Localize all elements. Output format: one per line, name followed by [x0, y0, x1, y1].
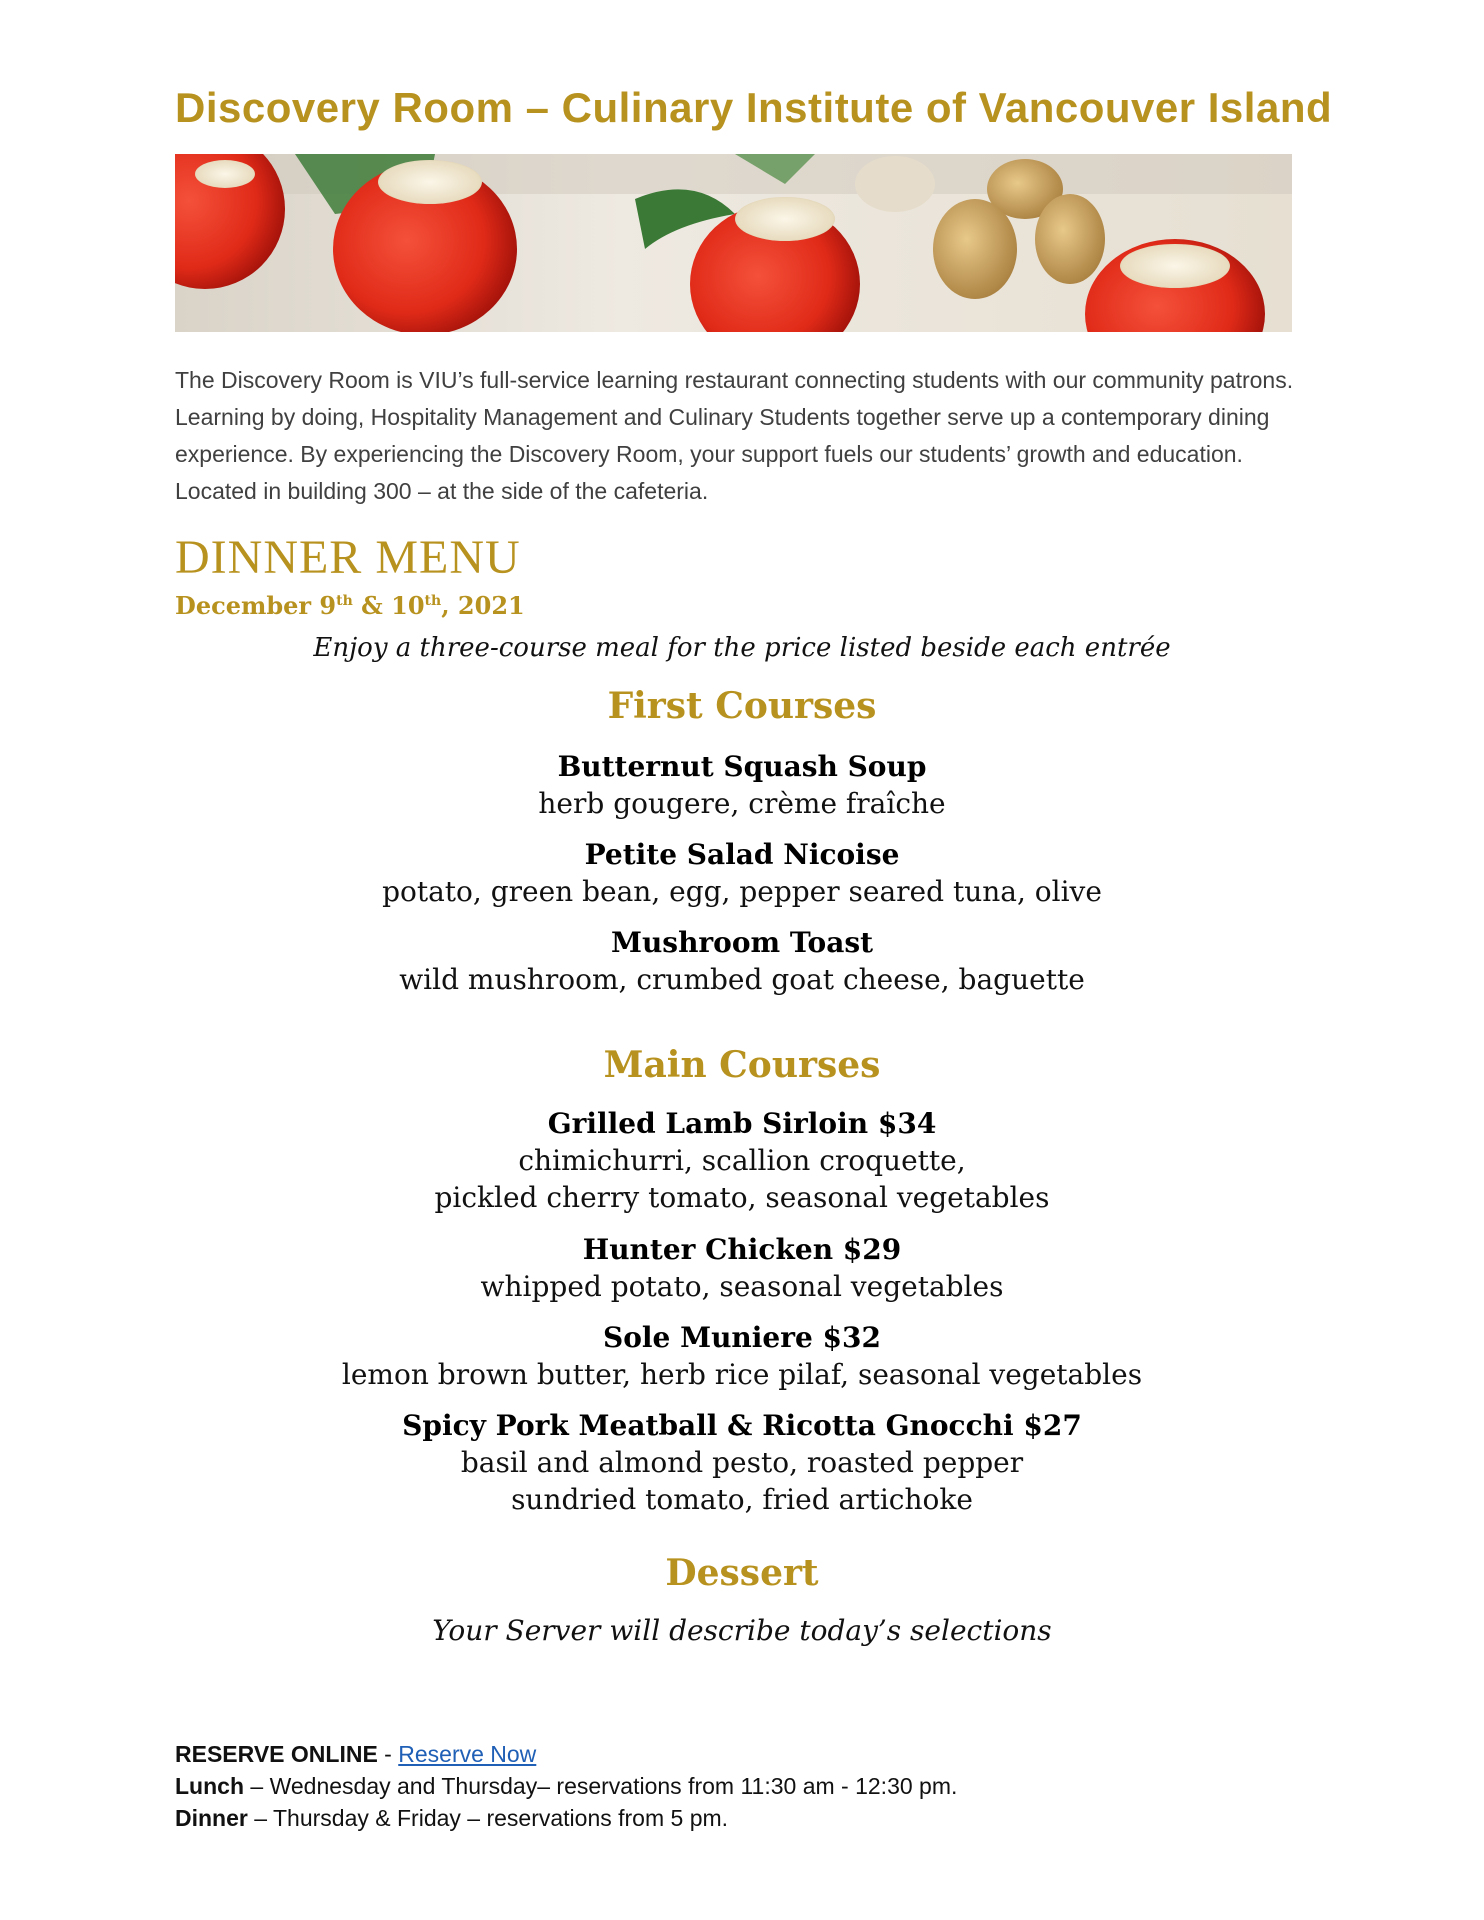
dish-name: Spicy Pork Meatball & Ricotta Gnocchi $27	[402, 1409, 1082, 1442]
reserve-now-link[interactable]: Reserve Now	[398, 1741, 537, 1767]
page-title: Discovery Room – Culinary Institute of Vancouver Island	[175, 84, 1333, 131]
reservation-info	[175, 1738, 957, 1834]
lunch-hours: – Wednesday and Thursday– reservations from 11:30 am - 12:30 pm.	[244, 1773, 958, 1799]
dinner-hours: – Thursday & Friday – reservations from 5 pm.	[247, 1805, 729, 1831]
menu-title: DINNER MENU	[175, 531, 521, 584]
dish-description: whipped potato, seasonal vegetables	[480, 1270, 1004, 1303]
dish-name: Hunter Chicken $29	[582, 1233, 902, 1266]
dish-description: herb gougere, crème fraîche	[538, 787, 946, 820]
intro-paragraph: The Discovery Room is VIU’s full-service learning restaurant connecting students with our community patrons. Learning by doing, Hospitality Management and Culinary Students together serve up a contemporary dining experience. By experiencing the Discovery Room, your support fuels our students’ growth and education. Located in building 300 – at the side of the cafeteria.	[175, 367, 1294, 504]
reserve-label: RESERVE ONLINE	[175, 1741, 378, 1767]
dinner-line	[175, 1802, 957, 1834]
dish-description: potato, green bean, egg, pepper seared tuna, olive	[382, 875, 1102, 908]
dessert-heading: Dessert	[665, 1552, 819, 1594]
dish-description: sundried tomato, fried artichoke	[511, 1483, 973, 1516]
menu-tagline: Enjoy a three-course meal for the price listed beside each entrée	[313, 633, 1171, 663]
dish-description: pickled cherry tomato, seasonal vegetables	[434, 1181, 1050, 1214]
main-courses-heading: Main Courses	[603, 1044, 881, 1086]
dish-description: lemon brown butter, herb rice pilaf, seasonal vegetables	[341, 1358, 1143, 1391]
lunch-label: Lunch	[175, 1773, 244, 1799]
reserve-line	[175, 1738, 957, 1770]
dish-name: Mushroom Toast	[610, 926, 874, 959]
reserve-separator: -	[377, 1741, 399, 1767]
dish-name: Sole Muniere $32	[602, 1321, 882, 1354]
lunch-line	[175, 1770, 957, 1802]
dish-name: Petite Salad Nicoise	[584, 838, 900, 871]
dish-description: wild mushroom, crumbed goat cheese, baguette	[399, 963, 1085, 996]
dessert-note: Your Server will describe today’s selections	[432, 1614, 1052, 1647]
first-courses-heading: First Courses	[607, 685, 877, 727]
dish-description: chimichurri, scallion croquette,	[518, 1144, 966, 1177]
dinner-label: Dinner	[175, 1805, 248, 1831]
dish-name: Grilled Lamb Sirloin $34	[547, 1107, 937, 1140]
dish-description: basil and almond pesto, roasted pepper	[460, 1446, 1024, 1479]
dish-name: Butternut Squash Soup	[557, 750, 927, 783]
banner-image	[175, 154, 1292, 332]
menu-date: December 9th & 10th, 2021	[175, 591, 525, 620]
